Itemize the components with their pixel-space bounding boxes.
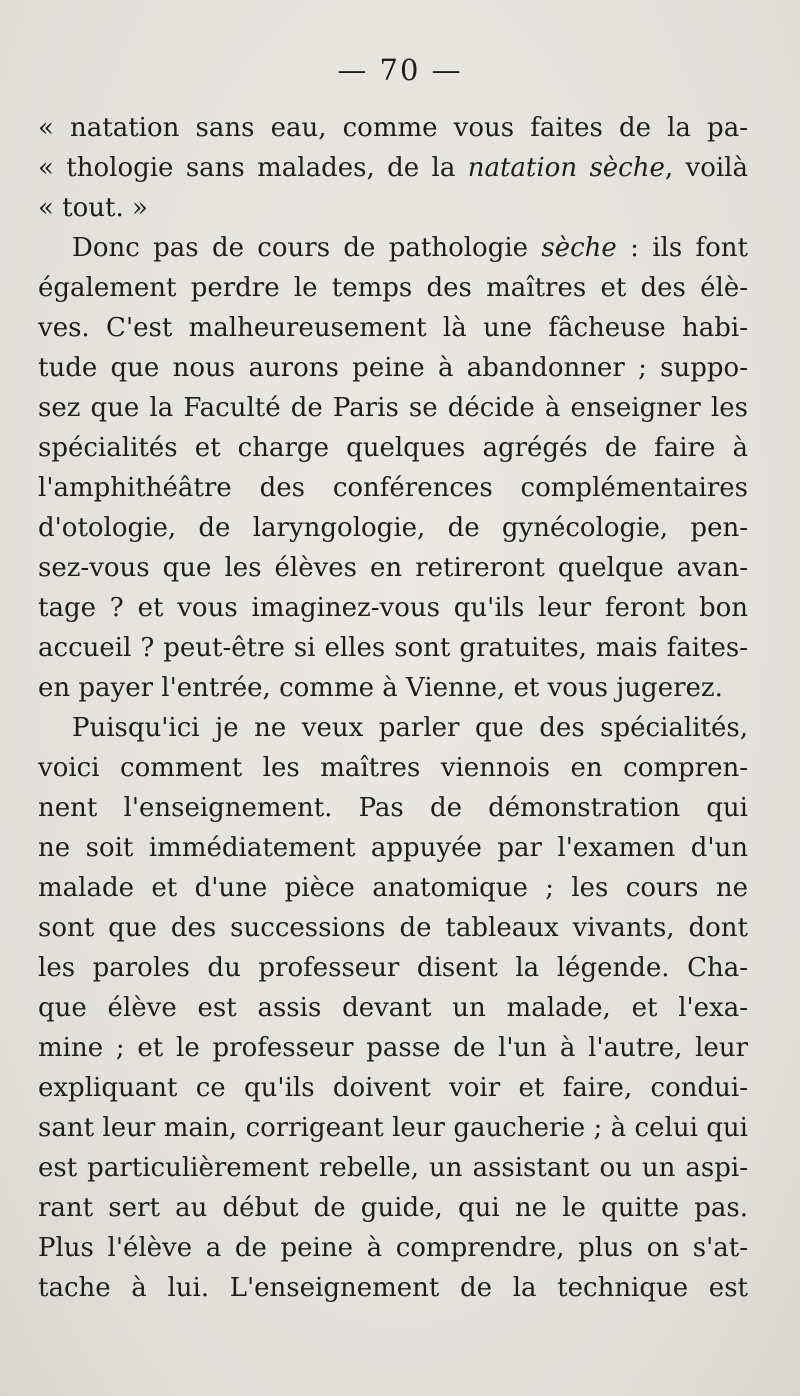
text-run: spécialités et charge quelques agrégés de faire à: [38, 433, 748, 463]
italic-text: natation sèche: [467, 153, 665, 183]
text-line: [38, 588, 748, 628]
text-run: , voilà: [664, 153, 748, 183]
text-line: [38, 428, 748, 468]
text-line: [38, 228, 748, 268]
text-line: [38, 668, 748, 708]
text-run: nent l'enseignement. Pas de démonstration qui: [38, 793, 748, 823]
text-run: tache à lui. L'enseignement de la technique est: [38, 1273, 748, 1303]
text-line: [38, 308, 748, 348]
text-line: [38, 468, 748, 508]
text-run: est particulièrement rebelle, un assistant ou un aspi-: [38, 1153, 748, 1183]
italic-text: sèche: [541, 233, 617, 263]
text-line: [38, 148, 748, 188]
text-line: [38, 1268, 748, 1308]
text-line: [38, 948, 748, 988]
text-run: rant sert au début de guide, qui ne le quitte pas.: [38, 1193, 748, 1223]
text-run: les paroles du professeur disent la légende. Cha-: [38, 953, 748, 983]
text-line: [38, 788, 748, 828]
text-run: Plus l'élève a de peine à comprendre, plus on s'at-: [38, 1233, 748, 1263]
text-run: tage ? et vous imaginez-vous qu'ils leur feront bon: [38, 593, 748, 623]
paragraph: [38, 108, 748, 228]
text-line: [38, 868, 748, 908]
paragraph: [38, 708, 748, 1308]
text-run: « thologie sans malades, de la: [38, 153, 468, 183]
text-line: [38, 908, 748, 948]
text-run: « tout. »: [38, 193, 148, 223]
text-line: [38, 1188, 748, 1228]
text-line: [38, 1228, 748, 1268]
body-text: [38, 108, 748, 1308]
text-line: [38, 508, 748, 548]
text-run: ne soit immédiatement appuyée par l'examen d'un: [38, 833, 748, 863]
text-line: [38, 988, 748, 1028]
text-run: Puisqu'ici je ne veux parler que des spécialités,: [72, 713, 748, 743]
text-line: [38, 548, 748, 588]
text-line: [38, 1148, 748, 1188]
text-run: : ils font: [616, 233, 748, 263]
text-line: [38, 348, 748, 388]
text-run: sant leur main, corrigeant leur gaucherie ; à celui qui: [38, 1113, 748, 1143]
text-run: accueil ? peut-être si elles sont gratuites, mais faites-: [38, 633, 748, 663]
text-line: [38, 708, 748, 748]
text-run: Donc pas de cours de pathologie: [72, 233, 542, 263]
text-run: tude que nous aurons peine à abandonner ; suppo-: [38, 353, 748, 383]
text-run: également perdre le temps des maîtres et des élè-: [38, 273, 748, 303]
text-line: [38, 108, 748, 148]
text-run: d'otologie, de laryngologie, de gynécologie, pen-: [38, 513, 748, 543]
text-run: sont que des successions de tableaux vivants, dont: [38, 913, 748, 943]
text-run: l'amphithéâtre des conférences complémentaires: [38, 473, 748, 503]
text-line: [38, 268, 748, 308]
text-run: expliquant ce qu'ils doivent voir et faire, condui-: [38, 1073, 748, 1103]
text-run: sez que la Faculté de Paris se décide à enseigner les: [38, 393, 748, 423]
text-run: en payer l'entrée, comme à Vienne, et vous jugerez.: [38, 673, 723, 703]
paragraph: [38, 228, 748, 708]
text-line: [38, 188, 748, 228]
text-line: [38, 628, 748, 668]
text-line: [38, 748, 748, 788]
text-run: « natation sans eau, comme vous faites de la pa-: [38, 113, 748, 143]
text-run: que élève est assis devant un malade, et l'exa-: [38, 993, 748, 1023]
text-run: mine ; et le professeur passe de l'un à l'autre, leur: [38, 1033, 748, 1063]
text-line: [38, 1028, 748, 1068]
text-line: [38, 1068, 748, 1108]
text-run: sez-vous que les élèves en retireront quelque avan-: [38, 553, 748, 583]
page-number: — 70 —: [337, 53, 463, 87]
text-run: voici comment les maîtres viennois en compren-: [38, 753, 748, 783]
text-line: [38, 388, 748, 428]
text-run: malade et d'une pièce anatomique ; les cours ne: [38, 873, 748, 903]
text-line: [38, 1108, 748, 1148]
text-run: ves. C'est malheureusement là une fâcheuse habi-: [38, 313, 748, 343]
text-line: [38, 828, 748, 868]
